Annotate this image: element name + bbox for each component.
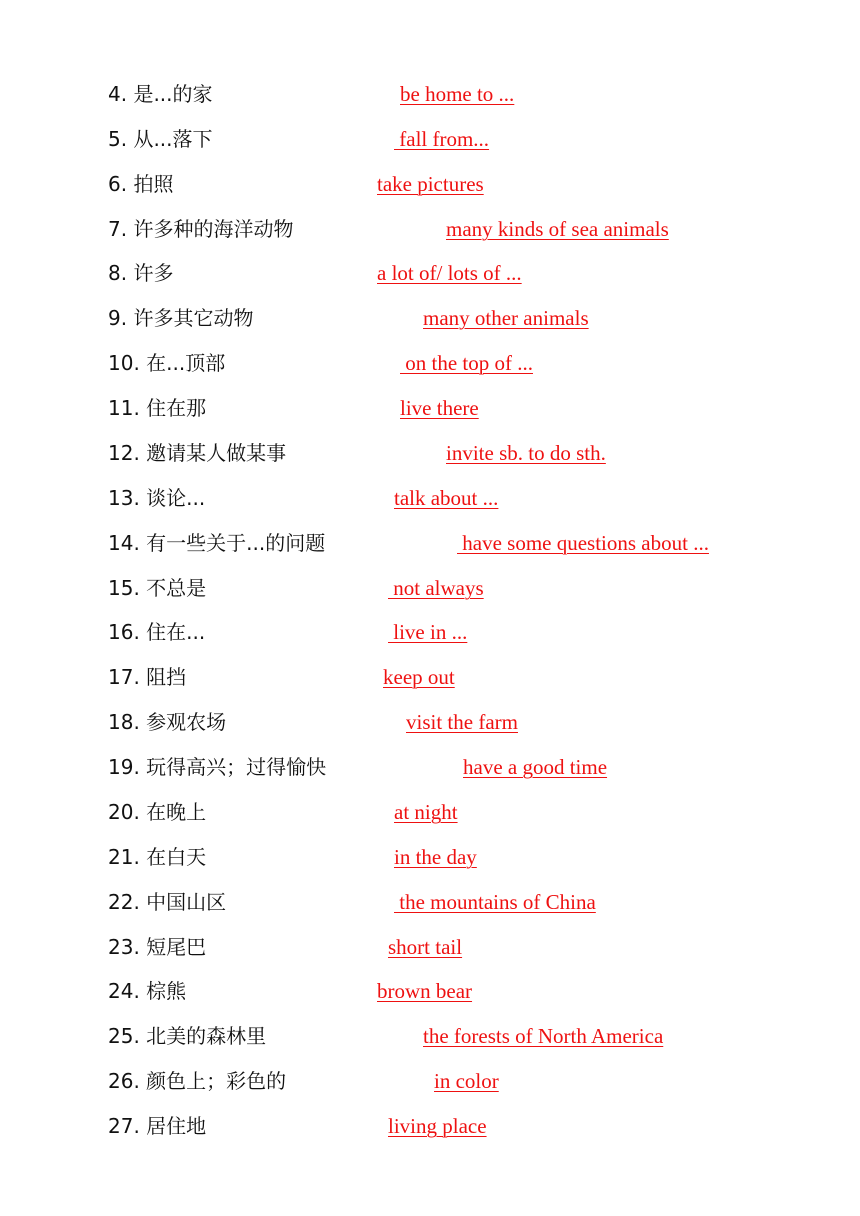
english-answer: have a good time bbox=[463, 755, 608, 779]
vocab-row-21 bbox=[0, 843, 860, 875]
english-answer: talk about ... bbox=[394, 486, 499, 510]
vocab-row-16 bbox=[0, 618, 860, 650]
english-answer: not always bbox=[388, 576, 484, 600]
english-answer: have some questions about ... bbox=[457, 531, 709, 555]
vocab-row-10 bbox=[0, 349, 860, 381]
vocab-row-26 bbox=[0, 1067, 860, 1099]
english-answer: be home to ... bbox=[400, 82, 515, 106]
english-answer: invite sb. to do sth. bbox=[446, 441, 606, 465]
chinese-phrase: 20. 在晚上 bbox=[108, 800, 207, 824]
chinese-phrase: 12. 邀请某人做某事 bbox=[108, 441, 287, 465]
english-answer: in the day bbox=[394, 845, 477, 869]
english-answer: many kinds of sea animals bbox=[446, 217, 669, 241]
vocab-row-18 bbox=[0, 708, 860, 740]
english-answer: keep out bbox=[383, 665, 455, 689]
english-answer: on the top of ... bbox=[400, 351, 533, 375]
chinese-phrase: 24. 棕熊 bbox=[108, 979, 187, 1003]
vocab-row-27 bbox=[0, 1112, 860, 1144]
vocab-row-8 bbox=[0, 259, 860, 291]
vocab-row-6 bbox=[0, 170, 860, 202]
vocab-row-13 bbox=[0, 484, 860, 516]
english-answer: the forests of North America bbox=[423, 1024, 664, 1048]
chinese-phrase: 8. 许多 bbox=[108, 261, 174, 285]
chinese-phrase: 18. 参观农场 bbox=[108, 710, 227, 734]
chinese-phrase: 14. 有一些关于...的问题 bbox=[108, 531, 326, 555]
vocab-row-4 bbox=[0, 80, 860, 112]
english-answer: take pictures bbox=[377, 172, 484, 196]
english-answer: visit the farm bbox=[406, 710, 518, 734]
chinese-phrase: 10. 在...顶部 bbox=[108, 351, 226, 375]
english-answer: short tail bbox=[388, 935, 463, 959]
chinese-phrase: 13. 谈论... bbox=[108, 486, 206, 510]
english-answer: live in ... bbox=[388, 620, 468, 644]
vocab-row-11 bbox=[0, 394, 860, 426]
chinese-phrase: 9. 许多其它动物 bbox=[108, 306, 254, 330]
chinese-phrase: 6. 拍照 bbox=[108, 172, 174, 196]
vocab-row-12 bbox=[0, 439, 860, 471]
vocab-row-7 bbox=[0, 215, 860, 247]
english-answer: live there bbox=[400, 396, 479, 420]
chinese-phrase: 21. 在白天 bbox=[108, 845, 207, 869]
chinese-phrase: 22. 中国山区 bbox=[108, 890, 227, 914]
chinese-phrase: 4. 是...的家 bbox=[108, 82, 213, 106]
vocab-row-23 bbox=[0, 933, 860, 965]
vocab-row-20 bbox=[0, 798, 860, 830]
english-answer: in color bbox=[434, 1069, 499, 1093]
chinese-phrase: 27. 居住地 bbox=[108, 1114, 207, 1138]
english-answer: brown bear bbox=[377, 979, 473, 1003]
vocab-row-22 bbox=[0, 888, 860, 920]
chinese-phrase: 5. 从...落下 bbox=[108, 127, 213, 151]
chinese-phrase: 15. 不总是 bbox=[108, 576, 207, 600]
vocab-row-24 bbox=[0, 977, 860, 1009]
chinese-phrase: 25. 北美的森林里 bbox=[108, 1024, 267, 1048]
vocab-row-17 bbox=[0, 663, 860, 695]
vocab-row-5 bbox=[0, 125, 860, 157]
vocab-row-15 bbox=[0, 574, 860, 606]
vocab-row-25 bbox=[0, 1022, 860, 1054]
english-answer: a lot of/ lots of ... bbox=[377, 261, 522, 285]
english-answer: many other animals bbox=[423, 306, 589, 330]
chinese-phrase: 19. 玩得高兴；过得愉快 bbox=[108, 755, 327, 779]
chinese-phrase: 26. 颜色上；彩色的 bbox=[108, 1069, 287, 1093]
vocab-row-14 bbox=[0, 529, 860, 561]
chinese-phrase: 7. 许多种的海洋动物 bbox=[108, 217, 294, 241]
chinese-phrase: 23. 短尾巴 bbox=[108, 935, 207, 959]
chinese-phrase: 17. 阻挡 bbox=[108, 665, 187, 689]
vocab-row-9 bbox=[0, 304, 860, 336]
english-answer: living place bbox=[388, 1114, 487, 1138]
english-answer: at night bbox=[394, 800, 458, 824]
chinese-phrase: 16. 住在... bbox=[108, 620, 206, 644]
chinese-phrase: 11. 住在那 bbox=[108, 396, 207, 420]
english-answer: the mountains of China bbox=[394, 890, 596, 914]
vocab-row-19 bbox=[0, 753, 860, 785]
english-answer: fall from... bbox=[394, 127, 490, 151]
